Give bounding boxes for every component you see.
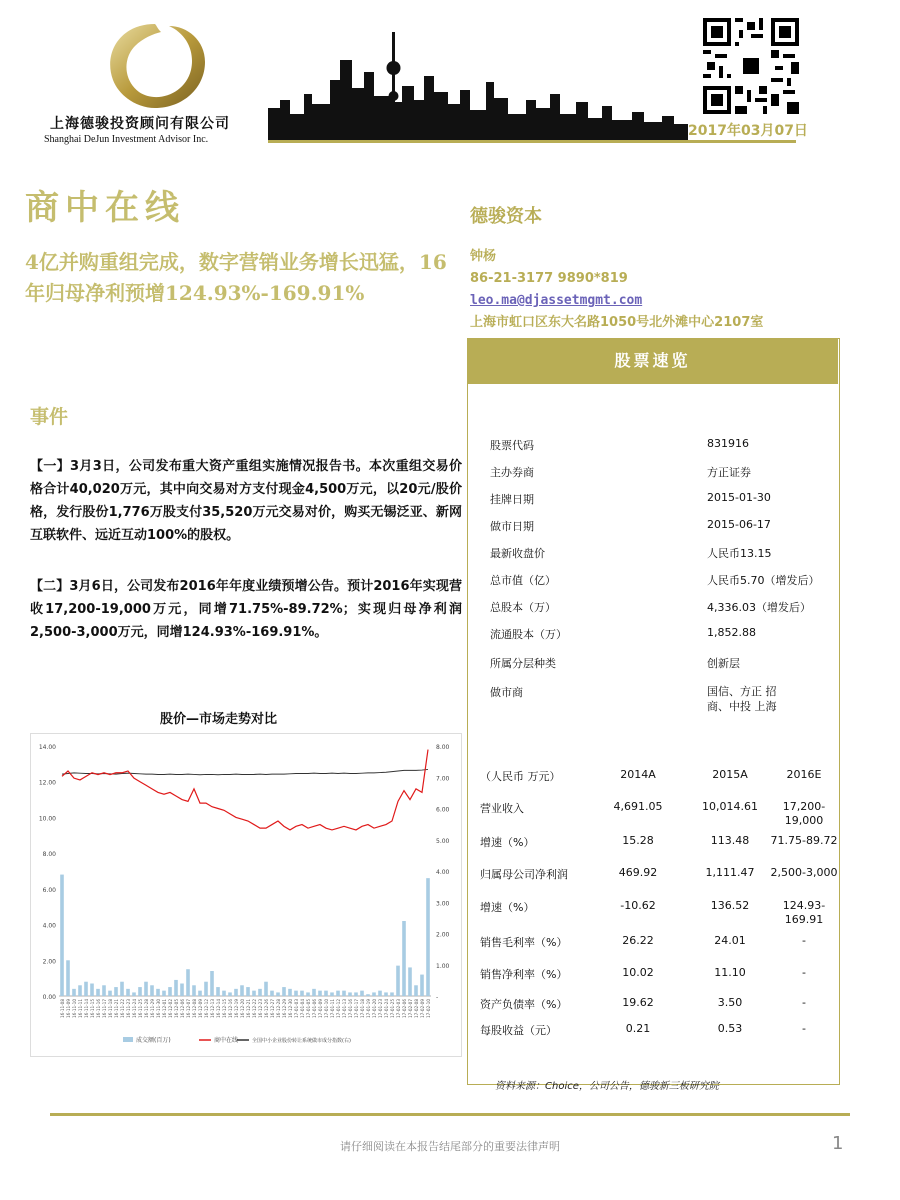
stock-info-value: 创新层 <box>707 657 740 670</box>
header-divider <box>268 140 796 143</box>
report-subtitle: 4亿并购重组完成，数字营销业务增长迅猛，16年归母净利预增124.93%-169.91% <box>25 250 447 305</box>
x-tick-label: 16-12-15 <box>222 999 227 1019</box>
volume-bar <box>282 987 286 996</box>
x-tick-label: 16-12-12 <box>204 999 209 1019</box>
volume-bar <box>102 985 106 996</box>
x-tick-label: 17-01-17 <box>354 999 359 1019</box>
x-tick-label: 16-11-11 <box>78 999 83 1019</box>
x-tick-label: 17-02-09 <box>420 999 425 1019</box>
x-tick-label: 17-01-20 <box>372 999 377 1019</box>
volume-bar <box>120 982 124 996</box>
x-tick-label: 17-01-23 <box>378 999 383 1019</box>
qr-code <box>703 18 799 114</box>
x-tick-label: 16-12-06 <box>180 999 185 1019</box>
firm-name: 德骏资本 <box>470 206 542 227</box>
stock-info-label: 挂牌日期 <box>490 493 534 506</box>
x-tick-label: 17-01-16 <box>348 999 353 1019</box>
y-left-tick-label: 14.00 <box>38 744 56 751</box>
volume-bar <box>90 984 94 997</box>
x-tick-label: 16-11-08 <box>60 999 65 1019</box>
financial-cell-c2: 0.53 <box>717 1022 743 1035</box>
stock-info-label: 主办券商 <box>490 466 534 479</box>
financial-cell-c2: 24.01 <box>714 934 746 947</box>
stock-info-value: 2015-06-17 <box>707 518 771 531</box>
stock-info-row <box>490 599 830 617</box>
y-right-tick-label: 6.00 <box>436 806 450 814</box>
stock-info-row <box>490 545 830 563</box>
legend-label-price: 商中在线 <box>214 1037 239 1044</box>
stock-info-value: 人民币5.70（增发后） <box>707 574 820 587</box>
x-tick-label: 16-12-08 <box>192 999 197 1019</box>
y-right-tick-label: 4.00 <box>436 869 450 876</box>
x-tick-label: 16-12-21 <box>246 999 251 1019</box>
legend-swatch-volume <box>123 1037 133 1042</box>
volume-bar <box>186 969 190 996</box>
volume-bar <box>408 967 412 996</box>
volume-bar <box>240 985 244 996</box>
analyst-contact <box>470 246 763 334</box>
x-tick-label: 16-11-18 <box>108 999 113 1019</box>
volume-bar <box>222 991 226 996</box>
financial-cell-c3: - <box>802 934 806 947</box>
footer-disclaimer: 请仔细阅读在本报告结尾部分的重要法律声明 <box>340 1140 560 1153</box>
stock-info-value: 1,852.88 <box>707 626 756 639</box>
stock-info-row <box>490 437 830 455</box>
x-tick-label: 17-01-06 <box>312 999 317 1019</box>
volume-bar <box>234 989 238 996</box>
fin-header-2014: 2014A <box>620 768 656 781</box>
volume-bar <box>198 991 202 996</box>
event-section-title: 事件 <box>30 406 69 428</box>
stock-info-row <box>490 491 830 509</box>
fin-header-unit: （人民币 万元） <box>480 770 561 783</box>
volume-bar <box>348 992 352 996</box>
y-right-tick-label: 2.00 <box>436 931 450 939</box>
financial-cell-c1: 19.62 <box>622 996 654 1009</box>
y-right-tick-label: 5.00 <box>436 837 450 845</box>
price-line <box>62 750 428 830</box>
financial-cell-c3: - <box>802 1022 806 1035</box>
x-tick-label: 16-11-30 <box>156 999 161 1019</box>
x-tick-label: 16-12-20 <box>240 999 245 1019</box>
volume-bar <box>426 878 430 996</box>
x-tick-label: 16-12-01 <box>162 999 167 1019</box>
stock-info-value: 2015-01-30 <box>707 491 771 504</box>
x-tick-label: 16-11-21 <box>114 999 119 1019</box>
footer-divider <box>50 1113 850 1116</box>
financial-cell-c1: 4,691.05 <box>613 800 663 813</box>
stock-info-row <box>490 518 830 536</box>
x-tick-label: 16-12-22 <box>252 999 257 1019</box>
volume-bar <box>396 966 400 996</box>
stock-info-row <box>490 684 830 713</box>
stock-info-row <box>490 464 830 482</box>
financial-cell-c1: 15.28 <box>622 834 654 847</box>
event-paragraph-2: 【二】3月6日，公司发布2016年年度业绩预增公告。预计2016年实现营收17,200-19,000万元，同增71.75%-89.72%；实现归母净利润2,500-3,000万元，同增124.93%-169.91%。 <box>30 579 462 640</box>
volume-bar <box>126 989 130 996</box>
volume-bar <box>414 985 418 996</box>
stock-info-label: 做市商 <box>490 686 523 699</box>
volume-bar <box>78 985 82 996</box>
x-tick-label: 16-12-14 <box>216 999 221 1019</box>
x-tick-label: 16-11-22 <box>120 999 125 1019</box>
y-left-tick-label: 12.00 <box>38 779 56 787</box>
x-tick-label: 16-11-24 <box>132 999 137 1019</box>
volume-bar <box>84 982 88 996</box>
analyst-name: 钟杨 <box>470 249 497 264</box>
volume-bar <box>258 989 262 996</box>
financial-cell-c2: 1,111.47 <box>705 866 755 879</box>
volume-bar <box>138 987 142 996</box>
city-skyline-image <box>268 30 688 142</box>
page-number: 1 <box>832 1133 844 1154</box>
x-tick-label: 16-12-19 <box>234 999 239 1019</box>
financial-cell-c0: 资产负债率（%） <box>480 998 568 1011</box>
y-left-tick-label: 10.00 <box>38 815 56 823</box>
volume-bar <box>402 921 406 996</box>
x-tick-label: 17-02-06 <box>402 999 407 1019</box>
volume-bar <box>60 875 64 996</box>
stock-overview-title: 股票速览 <box>467 338 838 384</box>
x-tick-label: 16-11-10 <box>72 999 77 1019</box>
chart-title: 股价—市场走势对比 <box>160 712 278 727</box>
volume-bar <box>336 991 340 996</box>
x-tick-label: 17-01-19 <box>366 999 371 1019</box>
x-tick-label: 16-12-23 <box>258 999 263 1019</box>
volume-bar <box>246 987 250 996</box>
x-tick-label: 17-01-24 <box>384 999 389 1019</box>
company-name-en: Shanghai DeJun Investment Advisor Inc. <box>44 134 209 145</box>
volume-bar <box>228 992 232 996</box>
stock-info-value: 人民币13.15 <box>707 547 772 560</box>
x-tick-label: 16-12-13 <box>210 999 215 1019</box>
volume-bar <box>324 991 328 996</box>
legend-label-volume: 成交额(百万) <box>136 1037 171 1044</box>
x-tick-label: 16-11-25 <box>138 999 143 1019</box>
report-title: 商中在线 <box>25 188 185 228</box>
volume-bar <box>204 982 208 996</box>
stock-info-row <box>490 572 830 590</box>
x-tick-label: 17-01-09 <box>318 999 323 1019</box>
y-left-tick-label: 0.00 <box>42 994 56 1001</box>
y-left-tick-label: 4.00 <box>42 922 56 930</box>
x-tick-label: 17-01-03 <box>294 999 299 1019</box>
financial-cell-c1: 469.92 <box>618 866 658 879</box>
financial-cell-c0: 销售毛利率（%） <box>480 936 568 949</box>
financial-cell-c0: 每股收益（元） <box>480 1024 557 1037</box>
volume-bar <box>156 989 160 996</box>
x-tick-label: 17-02-10 <box>426 999 431 1019</box>
volume-bar <box>150 985 154 996</box>
financial-cell-c2: 10,014.61 <box>702 800 758 813</box>
volume-bar <box>264 982 268 996</box>
financial-cell-c0: 增速（%） <box>480 836 535 849</box>
legend-label-index: 全国中小企业股份转让系统做市成分指数(右) <box>252 1038 351 1044</box>
stock-info-label: 所属分层种类 <box>490 657 556 670</box>
stock-info-label: 做市日期 <box>490 520 534 533</box>
stock-info-label: 总市值（亿） <box>490 574 556 587</box>
company-logo <box>95 18 215 113</box>
x-tick-label: 17-01-13 <box>342 999 347 1019</box>
x-tick-label: 17-01-18 <box>360 999 365 1019</box>
x-tick-label: 16-11-28 <box>144 999 149 1019</box>
volume-bar <box>114 987 118 996</box>
financial-cell-c3: 71.75-89.72 <box>770 834 838 847</box>
x-tick-label: 16-12-29 <box>282 999 287 1019</box>
financial-cell-c3: 2,500-3,000 <box>770 866 838 879</box>
volume-bar <box>312 989 316 996</box>
volume-bar <box>144 982 148 996</box>
volume-bar <box>66 960 70 996</box>
volume-bar <box>390 992 394 996</box>
financial-cell-c2: 113.48 <box>710 834 750 847</box>
x-tick-label: 16-11-15 <box>90 999 95 1019</box>
volume-bar <box>162 991 166 996</box>
y-left-tick-label: 2.00 <box>42 958 56 966</box>
y-left-tick-label: 8.00 <box>42 851 56 859</box>
financial-cell-c3: 124.93-169.91 <box>782 899 826 926</box>
volume-bar <box>300 991 304 996</box>
volume-bar <box>354 992 358 996</box>
x-tick-label: 16-11-14 <box>84 999 89 1019</box>
x-tick-label: 17-02-08 <box>414 999 419 1019</box>
financial-cell-c0: 归属母公司净利润 <box>480 868 568 881</box>
x-tick-label: 16-12-16 <box>228 999 233 1019</box>
financial-cell-c0: 营业收入 <box>480 802 524 815</box>
volume-bar <box>168 987 172 996</box>
volume-bar <box>192 985 196 996</box>
financial-cell-c2: 11.10 <box>714 966 746 979</box>
financial-cell-c3: 17,200-19,000 <box>782 800 826 827</box>
x-tick-label: 16-12-26 <box>264 999 269 1019</box>
volume-bar <box>384 992 388 996</box>
y-right-tick-label: 7.00 <box>436 775 450 783</box>
x-tick-label: 17-01-25 <box>390 999 395 1019</box>
data-source-note: 资料来源：Choice，公司公告，德骏新三板研究院 <box>495 1081 719 1092</box>
volume-bar <box>342 991 346 996</box>
x-tick-label: 16-11-23 <box>126 999 131 1019</box>
financial-cell-c1: 10.02 <box>622 966 654 979</box>
x-tick-label: 17-02-03 <box>396 999 401 1019</box>
y-right-tick-label: 3.00 <box>436 900 450 908</box>
analyst-address: 上海市虹口区东大名路1050号北外滩中心2107室 <box>470 315 764 330</box>
volume-bar <box>294 991 298 996</box>
x-tick-label: 16-11-17 <box>102 999 107 1019</box>
volume-bar <box>96 989 100 996</box>
y-right-tick-label: 1.00 <box>436 962 450 970</box>
x-tick-label: 16-12-28 <box>276 999 281 1019</box>
financial-cell-c2: 3.50 <box>717 996 743 1009</box>
financial-cell-c3: - <box>802 996 806 1009</box>
y-right-tick-label: 8.00 <box>436 744 450 751</box>
price-market-chart <box>30 733 462 1057</box>
stock-info-label: 流通股本（万） <box>490 628 567 641</box>
stock-info-row <box>490 655 830 673</box>
financial-cell-c0: 销售净利率（%） <box>480 968 568 981</box>
analyst-email-link[interactable]: leo.ma@djassetmgmt.com <box>470 293 643 308</box>
volume-bar <box>72 989 76 996</box>
x-tick-label: 17-01-05 <box>306 999 311 1019</box>
financial-cell-c0: 增速（%） <box>480 901 535 914</box>
volume-bar <box>378 991 382 996</box>
volume-bar <box>216 987 220 996</box>
x-tick-label: 17-01-10 <box>324 999 329 1019</box>
fin-header-2015: 2015A <box>712 768 748 781</box>
y-left-tick-label: 6.00 <box>42 886 56 894</box>
stock-info-row <box>490 626 830 644</box>
x-tick-label: 16-12-02 <box>168 999 173 1019</box>
volume-bar <box>210 971 214 996</box>
x-tick-label: 16-12-05 <box>174 999 179 1019</box>
x-tick-label: 17-02-07 <box>408 999 413 1019</box>
volume-bar <box>318 991 322 996</box>
x-tick-label: 17-01-12 <box>336 999 341 1019</box>
volume-bar <box>288 989 292 996</box>
financial-cell-c3: - <box>802 966 806 979</box>
analyst-phone: 86-21-3177 9890*819 <box>470 271 628 286</box>
x-tick-label: 16-11-29 <box>150 999 155 1019</box>
y-right-tick-label: - <box>436 994 439 1001</box>
x-tick-label: 16-12-09 <box>198 999 203 1019</box>
index-line <box>62 769 428 774</box>
x-tick-label: 16-11-16 <box>96 999 101 1019</box>
volume-bar <box>306 992 310 996</box>
stock-info-label: 股票代码 <box>490 439 534 452</box>
x-tick-label: 16-12-27 <box>270 999 275 1019</box>
volume-bar <box>252 991 256 996</box>
stock-info-value: 方正证券 <box>707 466 751 479</box>
financial-cell-c1: -10.62 <box>620 899 656 912</box>
report-date: 2017年03月07日 <box>688 123 808 139</box>
x-tick-label: 17-01-04 <box>300 999 305 1019</box>
volume-bar <box>420 975 424 996</box>
volume-bar <box>174 980 178 996</box>
fin-header-2016: 2016E <box>786 768 822 781</box>
volume-bar <box>180 984 184 997</box>
volume-bar <box>108 991 112 996</box>
volume-bar <box>366 994 370 996</box>
stock-info-value: 4,336.03（增发后） <box>707 601 811 614</box>
financial-cell-c1: 0.21 <box>625 1022 651 1035</box>
volume-bar <box>330 992 334 996</box>
company-name-cn: 上海德骏投资顾问有限公司 <box>50 116 230 132</box>
volume-bar <box>270 991 274 996</box>
x-tick-label: 16-12-30 <box>288 999 293 1019</box>
stock-info-value: 国信、方正 招商、中投 上海 <box>707 685 777 713</box>
event-paragraph-1: 【一】3月3日，公司发布重大资产重组实施情况报告书。本次重组交易价格合计40,020万元，其中向交易对方支付现金4,500万元，以20元/股价格，发行股份1,776万股支付35,520万元交易对价，购买无锡泛亚、新网互联软件、远近互动100%的股权。 <box>30 459 462 543</box>
x-tick-label: 17-01-11 <box>330 999 335 1019</box>
financial-cell-c1: 26.22 <box>622 934 654 947</box>
volume-bar <box>276 992 280 996</box>
stock-info-label: 最新收盘价 <box>490 547 545 560</box>
x-tick-label: 16-11-09 <box>66 999 71 1019</box>
stock-info-label: 总股本（万） <box>490 601 556 614</box>
volume-bar <box>372 992 376 996</box>
financial-cell-c2: 136.52 <box>710 899 750 912</box>
volume-bar <box>360 991 364 996</box>
stock-info-value: 831916 <box>707 437 749 450</box>
x-tick-label: 16-12-07 <box>186 999 191 1019</box>
volume-bar <box>132 992 136 996</box>
